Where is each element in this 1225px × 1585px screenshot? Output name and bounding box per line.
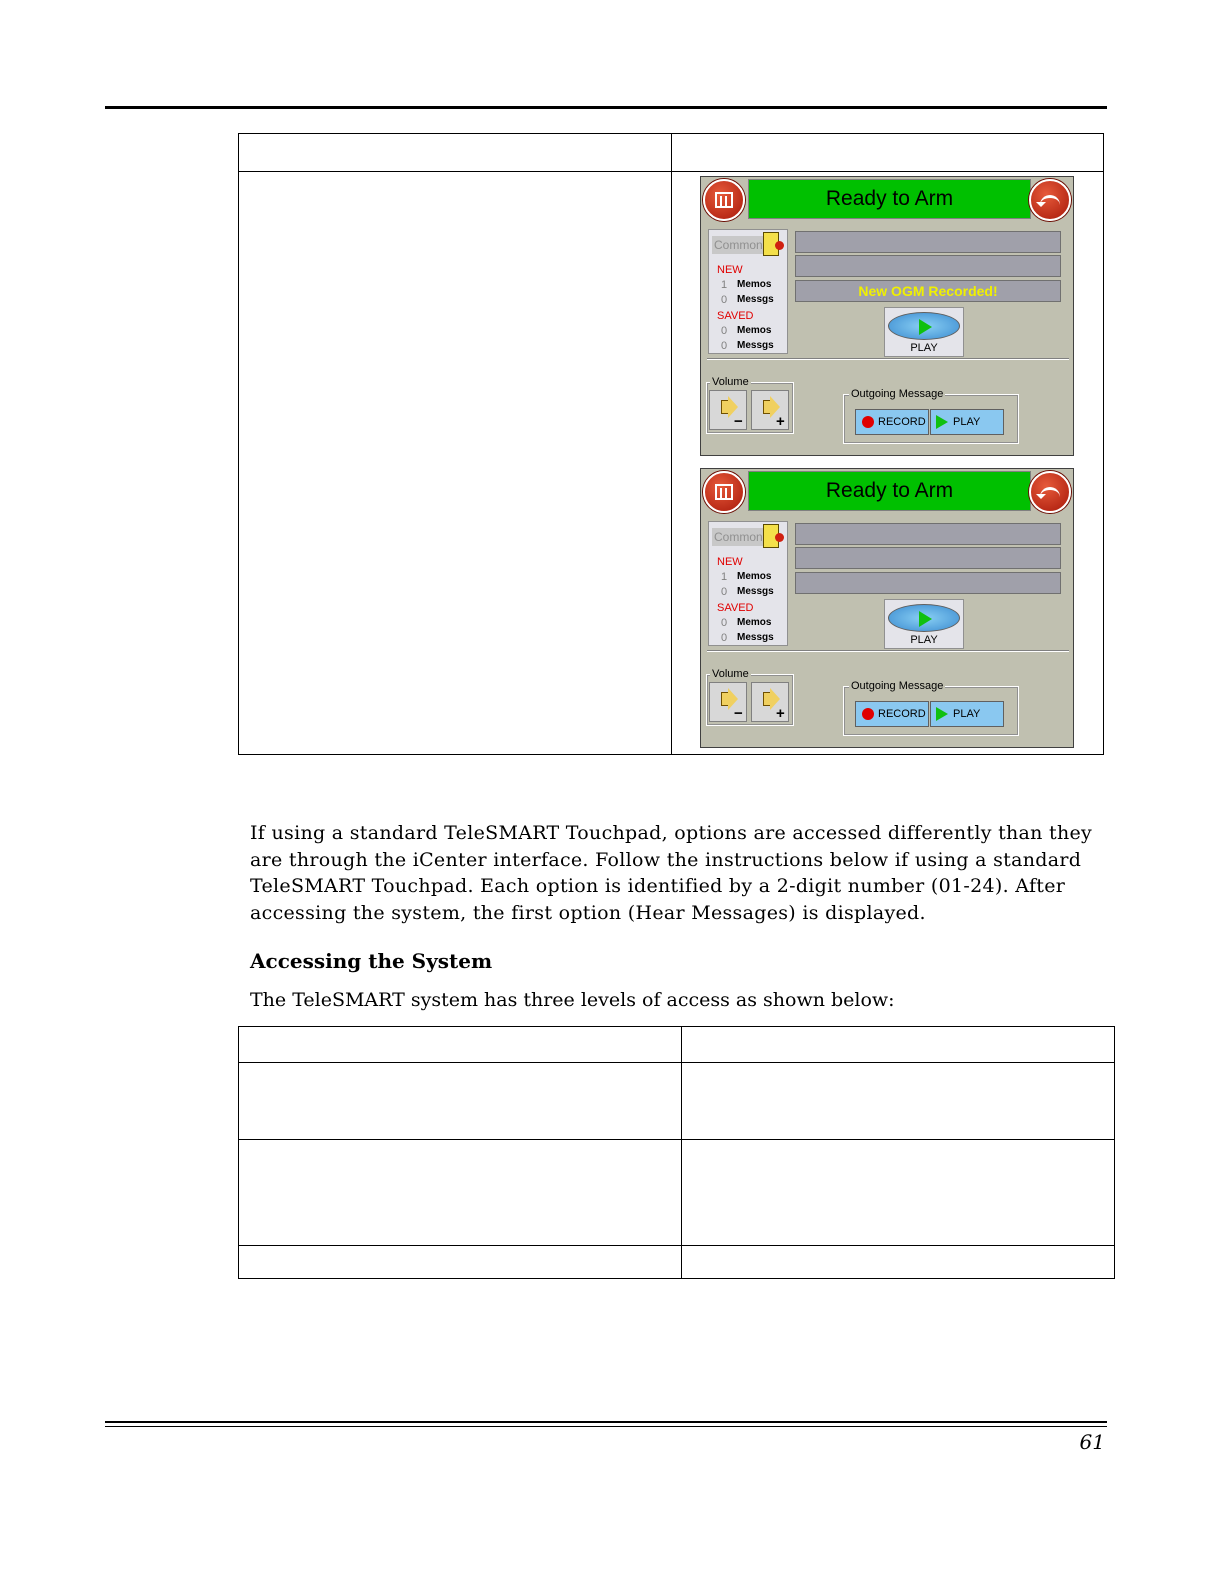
arm-status: Ready to Arm: [748, 471, 1031, 511]
play-triangle-icon: [936, 707, 948, 721]
speaker-icon: [721, 400, 729, 414]
saved-label: SAVED: [717, 310, 754, 322]
column-divider: [671, 134, 672, 754]
volume-up-button[interactable]: [751, 390, 789, 430]
footer-rule: [105, 1421, 1107, 1423]
row-divider: [239, 1139, 1114, 1140]
page-number: 61: [1079, 1430, 1105, 1454]
speaker-icon: [721, 692, 729, 706]
saved-label: SAVED: [717, 602, 754, 614]
home-icon: [715, 192, 733, 208]
tab-common[interactable]: Common: [712, 528, 766, 546]
outgoing-message-group: [843, 686, 1019, 736]
play-triangle-icon: [936, 415, 948, 429]
separator: [707, 358, 1069, 360]
notepad-icon[interactable]: [763, 524, 779, 548]
header-rule: [105, 106, 1107, 109]
volume-down-button[interactable]: [709, 682, 747, 722]
back-button[interactable]: [1029, 471, 1071, 513]
ogm-play-label: PLAY: [953, 708, 981, 720]
record-label: RECORD: [878, 416, 926, 428]
arm-status: Ready to Arm: [748, 179, 1031, 219]
volume-down-button[interactable]: [709, 390, 747, 430]
new-messgs-label[interactable]: Messgs: [737, 294, 774, 305]
record-button[interactable]: [855, 409, 929, 435]
ogm-play-button[interactable]: [930, 409, 1004, 435]
play-icon: [888, 312, 960, 340]
section-heading: Accessing the System: [250, 949, 493, 973]
new-memos-count: 1: [721, 279, 728, 291]
play-button[interactable]: [884, 307, 964, 357]
saved-messgs-count: 0: [721, 340, 728, 352]
saved-memos-count: 0: [721, 325, 728, 337]
play-icon: [888, 604, 960, 632]
saved-memos-label[interactable]: Memos: [737, 325, 772, 336]
saved-memos-label[interactable]: Memos: [737, 617, 772, 628]
message-field-1: [795, 231, 1061, 253]
row-divider: [239, 1245, 1114, 1246]
speaker-icon: [763, 400, 771, 414]
plus-sign: +: [776, 413, 785, 430]
speaker-icon: [763, 692, 771, 706]
message-field-2: [795, 255, 1061, 277]
tab-common[interactable]: Common: [712, 236, 766, 254]
record-icon: [862, 416, 874, 428]
outgoing-message-label: Outgoing Message: [851, 388, 944, 400]
telesmart-screen-1: [700, 176, 1074, 456]
new-messgs-count: 0: [721, 586, 728, 598]
levels-intro: The TeleSMART system has three levels of access as shown below:: [250, 989, 895, 1011]
message-field-3: [795, 572, 1061, 594]
row-divider: [239, 1062, 1114, 1063]
saved-messgs-label[interactable]: Messgs: [737, 632, 774, 643]
volume-label: Volume: [712, 376, 749, 388]
new-messgs-count: 0: [721, 294, 728, 306]
new-messgs-label[interactable]: Messgs: [737, 586, 774, 597]
saved-memos-count: 0: [721, 617, 728, 629]
outgoing-message-group: [843, 394, 1019, 444]
saved-messgs-count: 0: [721, 632, 728, 644]
notepad-icon[interactable]: [763, 232, 779, 256]
telesmart-screen-2: [700, 468, 1074, 748]
back-button[interactable]: [1029, 179, 1071, 221]
home-button[interactable]: [703, 179, 745, 221]
new-memos-label[interactable]: Memos: [737, 571, 772, 582]
play-label: PLAY: [910, 634, 938, 646]
play-button[interactable]: [884, 599, 964, 649]
ogm-play-label: PLAY: [953, 416, 981, 428]
footer-rule-thin: [105, 1426, 1107, 1427]
outgoing-message-label: Outgoing Message: [851, 680, 944, 692]
play-label: PLAY: [910, 342, 938, 354]
volume-group: [706, 674, 794, 726]
access-levels-table: [238, 1026, 1115, 1279]
saved-messgs-label[interactable]: Messgs: [737, 340, 774, 351]
minus-sign: −: [734, 413, 743, 430]
back-arrow-icon: [1040, 487, 1060, 497]
message-field-1: [795, 523, 1061, 545]
record-icon: [862, 708, 874, 720]
record-label: RECORD: [878, 708, 926, 720]
message-sidebar: [708, 229, 788, 354]
volume-group: [706, 382, 794, 434]
home-icon: [715, 484, 733, 500]
new-label: NEW: [717, 556, 743, 568]
column-divider: [681, 1027, 682, 1278]
ogm-play-button[interactable]: [930, 701, 1004, 727]
new-memos-count: 1: [721, 571, 728, 583]
message-sidebar: [708, 521, 788, 646]
plus-sign: +: [776, 705, 785, 722]
home-button[interactable]: [703, 471, 745, 513]
volume-up-button[interactable]: [751, 682, 789, 722]
back-arrow-icon: [1040, 195, 1060, 205]
message-field-3: New OGM Recorded!: [795, 280, 1061, 302]
new-memos-label[interactable]: Memos: [737, 279, 772, 290]
minus-sign: −: [734, 705, 743, 722]
volume-label: Volume: [712, 668, 749, 680]
message-field-2: [795, 547, 1061, 569]
separator: [707, 650, 1069, 652]
record-button[interactable]: [855, 701, 929, 727]
intro-paragraph: If using a standard TeleSMART Touchpad, options are accessed differently than they are through the iCenter interface. Follow the instructions below if using a standard TeleSMART Touchpad. Each option is identified by a 2-digit number (01-24). After accessing the system, the first option (Hear Messages) is displayed.: [250, 822, 1093, 924]
new-label: NEW: [717, 264, 743, 276]
